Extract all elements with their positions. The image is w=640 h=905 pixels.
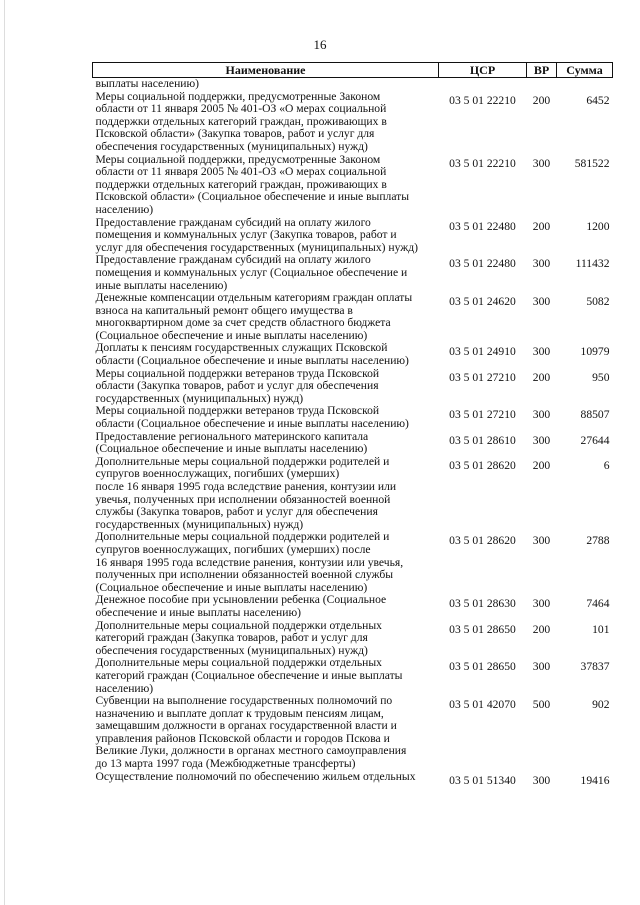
row-sum: 581522 [574, 156, 610, 170]
row-sum: 88507 [580, 408, 610, 422]
row-name [93, 431, 439, 456]
table-row [93, 620, 613, 658]
row-name-line: Меры социальной поддержки ветеранов труда Псковской [95, 404, 380, 418]
row-name-line: государственных (муниципальных) нужд) [95, 391, 304, 405]
row-vr: 300 [532, 295, 551, 309]
row-name-line: Псковской области» (Закупка товаров, работ и услуг для [95, 127, 375, 141]
row-name-line: области от 11 января 2005 № 401-ОЗ «О мерах социальной [95, 102, 387, 116]
row-name-line: области (Закупка товаров, работ и услуг для обеспечения [95, 379, 379, 393]
budget-table [92, 62, 613, 787]
row-name-line: Предоставление регионального материнского капитала [95, 429, 369, 443]
row-name-line: после 16 января 1995 года вследствие ранения, контузии или [95, 480, 397, 493]
row-name-line: (Социальное обеспечение и иные выплаты населению) [95, 442, 368, 456]
row-csr: 03 5 01 24620 [449, 295, 516, 309]
row-name-line: до 13 марта 1997 года (Межбюджетные трансферты) [95, 757, 356, 771]
header-csr: ЦСР [439, 63, 527, 78]
table-row [93, 531, 613, 594]
row-name-line: помещения и коммунальных услуг (Закупка товаров, работ и [95, 228, 397, 242]
scan-margin-line [4, 0, 5, 905]
row-sum: 27644 [580, 433, 610, 447]
header-vr: ВР [527, 63, 557, 78]
header-sum: Сумма [557, 63, 613, 78]
row-name-line: Меры социальной поддержки, предусмотренные Законом [95, 152, 381, 166]
row-csr: 03 5 01 27210 [449, 370, 516, 384]
table-row [93, 342, 613, 367]
row-name-line: населению) [95, 202, 154, 216]
row-name-line: помещения и коммунальных услуг (Социальное обеспечение и [95, 265, 408, 279]
row-vr: 300 [532, 433, 551, 447]
row-name [93, 292, 439, 342]
table-header-row [93, 63, 613, 78]
row-name-line: области (Социальное обеспечение и иные выплаты населению) [95, 354, 409, 368]
table-row [93, 292, 613, 342]
row-name-line: Дополнительные меры социальной поддержки родителей и [95, 454, 390, 468]
continuation-text: выплаты населению) [95, 77, 200, 90]
header-name: Наименование [93, 63, 439, 78]
row-name [93, 695, 439, 771]
row-sum: 5082 [586, 295, 610, 309]
row-name-line: супругов военнослужащих, погибших (умерших) [95, 467, 340, 481]
row-sum: 1200 [586, 219, 610, 233]
table-row [93, 254, 613, 292]
row-vr: 300 [532, 660, 551, 674]
row-vr: 300 [532, 156, 551, 170]
row-name-line: 16 января 1995 года вследствие ранения, контузии или увечья, [95, 555, 404, 569]
row-name-line: Доплаты к пенсиям государственных служащих Псковской [95, 341, 388, 355]
table-row [93, 154, 613, 217]
row-name-line: супругов военнослужащих, погибших (умерших) после [95, 542, 371, 556]
row-sum: 7464 [586, 597, 610, 611]
row-name-line: Великие Луки, должности в органах местного самоуправления [95, 744, 407, 758]
row-vr: 200 [532, 622, 551, 636]
row-name-line: Субвенции на выполнение государственных полномочий по [95, 694, 393, 708]
row-name-line: Осуществление полномочий по обеспечению жильем отдельных [95, 769, 416, 783]
table-row [93, 91, 613, 154]
row-sum: 902 [592, 698, 610, 712]
row-csr: 03 5 01 22480 [449, 257, 516, 271]
row-csr: 03 5 01 28630 [449, 597, 516, 611]
row-vr: 300 [532, 773, 551, 787]
row-csr: 03 5 01 51340 [449, 773, 516, 787]
row-name-line: Псковской области» (Социальное обеспечение и иные выплаты [95, 190, 410, 204]
row-vr: 300 [532, 597, 551, 611]
row-name-line: иные выплаты населению) [95, 278, 228, 292]
table-body [93, 78, 613, 788]
row-sum: 950 [592, 370, 610, 384]
row-csr: 03 5 01 24910 [449, 345, 516, 359]
row-csr: 03 5 01 22210 [449, 93, 516, 107]
row-name-line: услуг для обеспечения государственных (муниципальных) нужд) [95, 240, 419, 254]
row-name [93, 217, 439, 255]
row-name-line: взноса на капитальный ремонт общего имущества в [95, 303, 353, 317]
row-vr: 500 [532, 698, 551, 712]
row-name-line: населению) [95, 681, 154, 695]
row-name-line: области (Социальное обеспечение и иные выплаты населению) [95, 417, 409, 431]
row-sum: 37837 [580, 660, 610, 674]
row-vr: 200 [532, 458, 551, 472]
row-name-line: Дополнительные меры социальной поддержки отдельных [95, 618, 382, 632]
row-name-line: (Социальное обеспечение и иные выплаты населению) [95, 328, 368, 342]
table-row [93, 431, 613, 456]
row-name-line: управления районов Псковской области и городов Пскова и [95, 731, 390, 745]
row-csr: 03 5 01 22210 [449, 156, 516, 170]
table-row [93, 594, 613, 619]
table-row [93, 368, 613, 406]
row-name-line: государственных (муниципальных) нужд) [95, 517, 304, 531]
row-name-line: увечья, полученных при исполнении обязанностей военной [95, 492, 391, 506]
row-name-line: области от 11 января 2005 № 401-ОЗ «О мерах социальной [95, 165, 387, 179]
row-name [93, 594, 439, 619]
row-name [93, 154, 439, 217]
row-sum: 111432 [575, 257, 610, 271]
row-name-line: замещавшим должности в органах государственной власти и [95, 719, 397, 733]
row-name-line: обеспечения государственных (муниципальных) нужд) [95, 643, 368, 657]
row-name-line: категорий граждан (Социальное обеспечение и иные выплаты [95, 668, 403, 682]
row-name [93, 91, 439, 154]
table-row [93, 771, 613, 788]
row-sum: 6 [603, 458, 610, 472]
row-name-line: многоквартирном доме за счет средств областного бюджета [95, 316, 391, 330]
row-name-line: полученных при исполнении обязанностей военной службы [95, 568, 394, 582]
row-name [93, 405, 439, 430]
row-name-line: службы (Закупка товаров, работ и услуг для обеспечения [95, 505, 378, 519]
row-name [93, 456, 439, 532]
table-row [93, 405, 613, 430]
row-csr: 03 5 01 22480 [449, 219, 516, 233]
row-csr: 03 5 01 28650 [449, 622, 516, 636]
table-row [93, 695, 613, 771]
row-name-line: обеспечение и иные выплаты населению) [95, 605, 301, 619]
row-vr: 300 [532, 345, 551, 359]
row-csr: 03 5 01 27210 [449, 408, 516, 422]
row-name [93, 342, 439, 367]
row-sum: 2788 [586, 534, 610, 548]
row-name-line: (Социальное обеспечение и иные выплаты населению) [95, 580, 368, 594]
table-row [93, 456, 613, 532]
row-name [93, 657, 439, 695]
table-row [93, 657, 613, 695]
row-name [93, 368, 439, 406]
row-name-line: Меры социальной поддержки ветеранов труда Псковской [95, 366, 380, 380]
row-sum: 10979 [580, 345, 610, 359]
row-name-line: поддержки отдельных категорий граждан, проживающих в [95, 177, 387, 191]
row-name-line: поддержки отдельных категорий граждан, проживающих в [95, 114, 387, 128]
row-name-line: Денежное пособие при усыновлении ребенка (Социальное [95, 593, 387, 607]
row-name-line: Дополнительные меры социальной поддержки отдельных [95, 656, 382, 670]
row-name [93, 620, 439, 658]
row-name [93, 771, 439, 788]
row-csr: 03 5 01 28650 [449, 660, 516, 674]
row-name-line: обеспечения государственных (муниципальных) нужд) [95, 139, 368, 153]
row-name-line: назначению и выплате доплат к трудовым пенсиям лицам, [95, 706, 384, 720]
row-vr: 300 [532, 408, 551, 422]
row-sum: 19416 [580, 773, 610, 787]
row-name-line: Предоставление гражданам субсидий на оплату жилого [95, 253, 371, 267]
row-sum: 6452 [586, 93, 610, 107]
table-row [93, 217, 613, 255]
row-name-line: Денежные компенсации отдельным категориям граждан оплаты [95, 291, 413, 305]
row-name [93, 254, 439, 292]
row-vr: 200 [532, 219, 551, 233]
row-name-line: Дополнительные меры социальной поддержки родителей и [95, 530, 390, 544]
row-csr: 03 5 01 28610 [449, 433, 516, 447]
table-row-continuation [93, 78, 613, 91]
row-csr: 03 5 01 28620 [449, 534, 516, 548]
row-name-line: Предоставление гражданам субсидий на оплату жилого [95, 215, 371, 229]
row-name [93, 531, 439, 594]
row-name-line: категорий граждан (Закупка товаров, работ и услуг для [95, 631, 368, 645]
row-csr: 03 5 01 28620 [449, 458, 516, 472]
row-vr: 300 [532, 534, 551, 548]
row-vr: 300 [532, 257, 551, 271]
page-number: 16 [313, 37, 327, 52]
row-name-line: Меры социальной поддержки, предусмотренные Законом [95, 89, 381, 103]
row-vr: 200 [532, 370, 551, 384]
row-sum: 101 [592, 622, 610, 636]
row-vr: 200 [532, 93, 551, 107]
row-csr: 03 5 01 42070 [449, 698, 516, 712]
